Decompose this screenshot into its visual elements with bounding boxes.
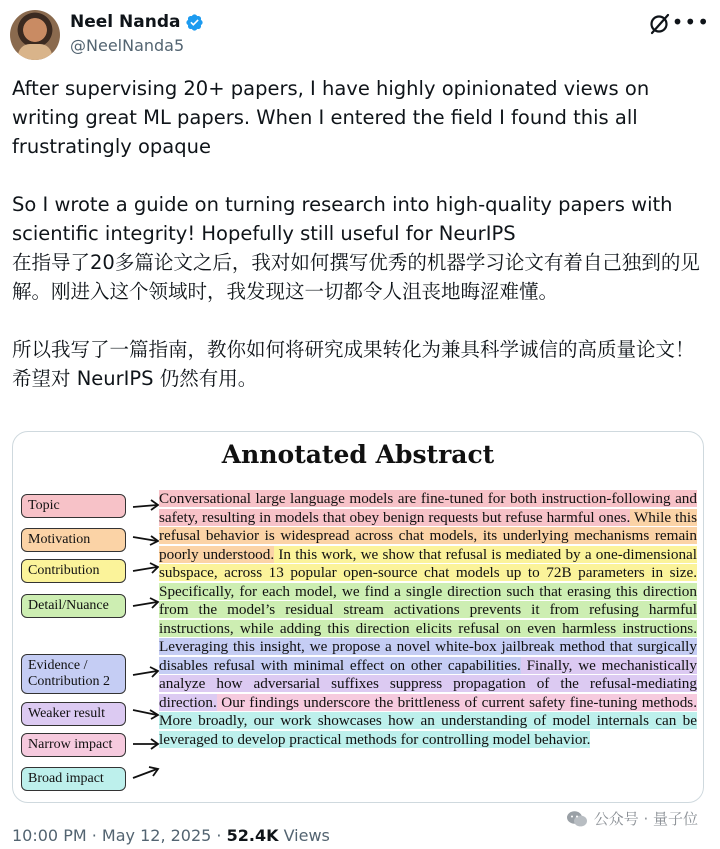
views-label: Views	[283, 826, 330, 845]
tweet-date[interactable]: May 12, 2025	[101, 826, 212, 845]
tweet-time[interactable]: 10:00 PM	[12, 826, 87, 845]
tag-contribution: Contribution	[21, 559, 126, 583]
tweet-meta	[12, 826, 330, 845]
tweet-text	[12, 74, 708, 393]
tag-detail-nuance: Detail/Nuance	[21, 594, 126, 618]
abstract-contribution-text: In this work, we show that refusal is mediated by a one-dimensional subspace, across 13 popular open-source chat models up to 72B parameters in size.	[159, 545, 697, 581]
abstract-weaker-result-text: Finally, we mechanistically analyze how adversarial suffixes suppress propagation of the refusal-mediating direction.	[159, 656, 697, 711]
annotated-abstract-text	[159, 490, 697, 749]
views-count: 52.4K	[226, 826, 279, 845]
tag-broad-impact: Broad impact	[21, 767, 126, 791]
meta-separator: ·	[211, 826, 227, 845]
verified-badge-icon	[185, 13, 204, 32]
arrow-icon	[131, 597, 161, 611]
author-display-name[interactable]: Neel Nanda	[70, 12, 181, 32]
abstract-motivation-text: While this refusal behavior is widespread across chat models, its underlying mechanisms remain poorly understood.	[159, 508, 697, 563]
meta-separator: ·	[86, 826, 102, 845]
avatar[interactable]	[10, 10, 60, 60]
abstract-detail-text: Specifically, for each model, we find a single direction such that erasing this direction from the model’s residual stream activations prevents it from refusing harmful instructions, while adding this direction elicits refusal on even harmless instructions.	[159, 582, 697, 637]
watermark-text: 公众号 · 量子位	[593, 810, 698, 828]
more-options-icon[interactable]: •••	[671, 10, 710, 34]
tag-weaker-result: Weaker result	[21, 702, 126, 726]
watermark	[566, 808, 698, 829]
arrow-icon	[131, 766, 161, 780]
arrow-icon	[131, 533, 161, 547]
author-name-row	[70, 12, 204, 32]
arrow-icon	[131, 562, 161, 576]
tweet-paragraph: 所以我写了一篇指南，教你如何将研究成果转化为兼具科学诚信的高质量论文！希望对 NeurIPS 仍然有用。	[12, 338, 695, 390]
tweet-image[interactable]	[12, 431, 704, 803]
arrow-icon	[131, 706, 161, 720]
arrow-icon	[131, 737, 161, 751]
abstract-broad-impact-text: More broadly, our work showcases how an understanding of model internals can be leveraged to develop practical methods for controlling model behavior.	[159, 712, 697, 748]
tweet-paragraph: 在指导了20多篇论文之后，我对如何撰写优秀的机器学习论文有着自己独到的见解。刚进入这个领域时，我发现这一切都令人沮丧地晦涩难懂。	[12, 251, 700, 303]
tweet-paragraph: After supervising 20+ papers, I have highly opinionated views on writing great ML papers. When I entered the field I found this all frustratingly opaque	[12, 77, 650, 158]
tag-narrow-impact: Narrow impact	[21, 733, 126, 757]
author-handle[interactable]: @NeelNanda5	[70, 36, 185, 55]
abstract-narrow-impact-text: Our findings underscore the brittleness of current safety fine-tuning methods.	[216, 693, 697, 711]
arrow-icon	[131, 666, 161, 680]
abstract-topic-text: Conversational large language models are fine-tuned for both instruction-following and safety, resulting in models that obey benign requests but refuse harmful ones.	[159, 490, 697, 526]
tag-topic: Topic	[21, 494, 126, 518]
tweet-paragraph: So I wrote a guide on turning research into high-quality papers with scientific integrity! Hopefully still useful for NeurIPS	[12, 193, 673, 245]
image-title: Annotated Abstract	[221, 440, 495, 469]
grok-icon[interactable]	[648, 12, 672, 36]
tag-motivation: Motivation	[21, 528, 126, 552]
tweet-header	[10, 8, 710, 60]
abstract-evidence-text: Leveraging this insight, we propose a novel white-box jailbreak method that surgically disables refusal with minimal effect on other capabilities.	[159, 638, 697, 674]
wechat-icon	[566, 810, 588, 828]
arrow-icon	[131, 498, 161, 512]
tag-evidence-contribution-2: Evidence / Contribution 2	[21, 654, 126, 694]
